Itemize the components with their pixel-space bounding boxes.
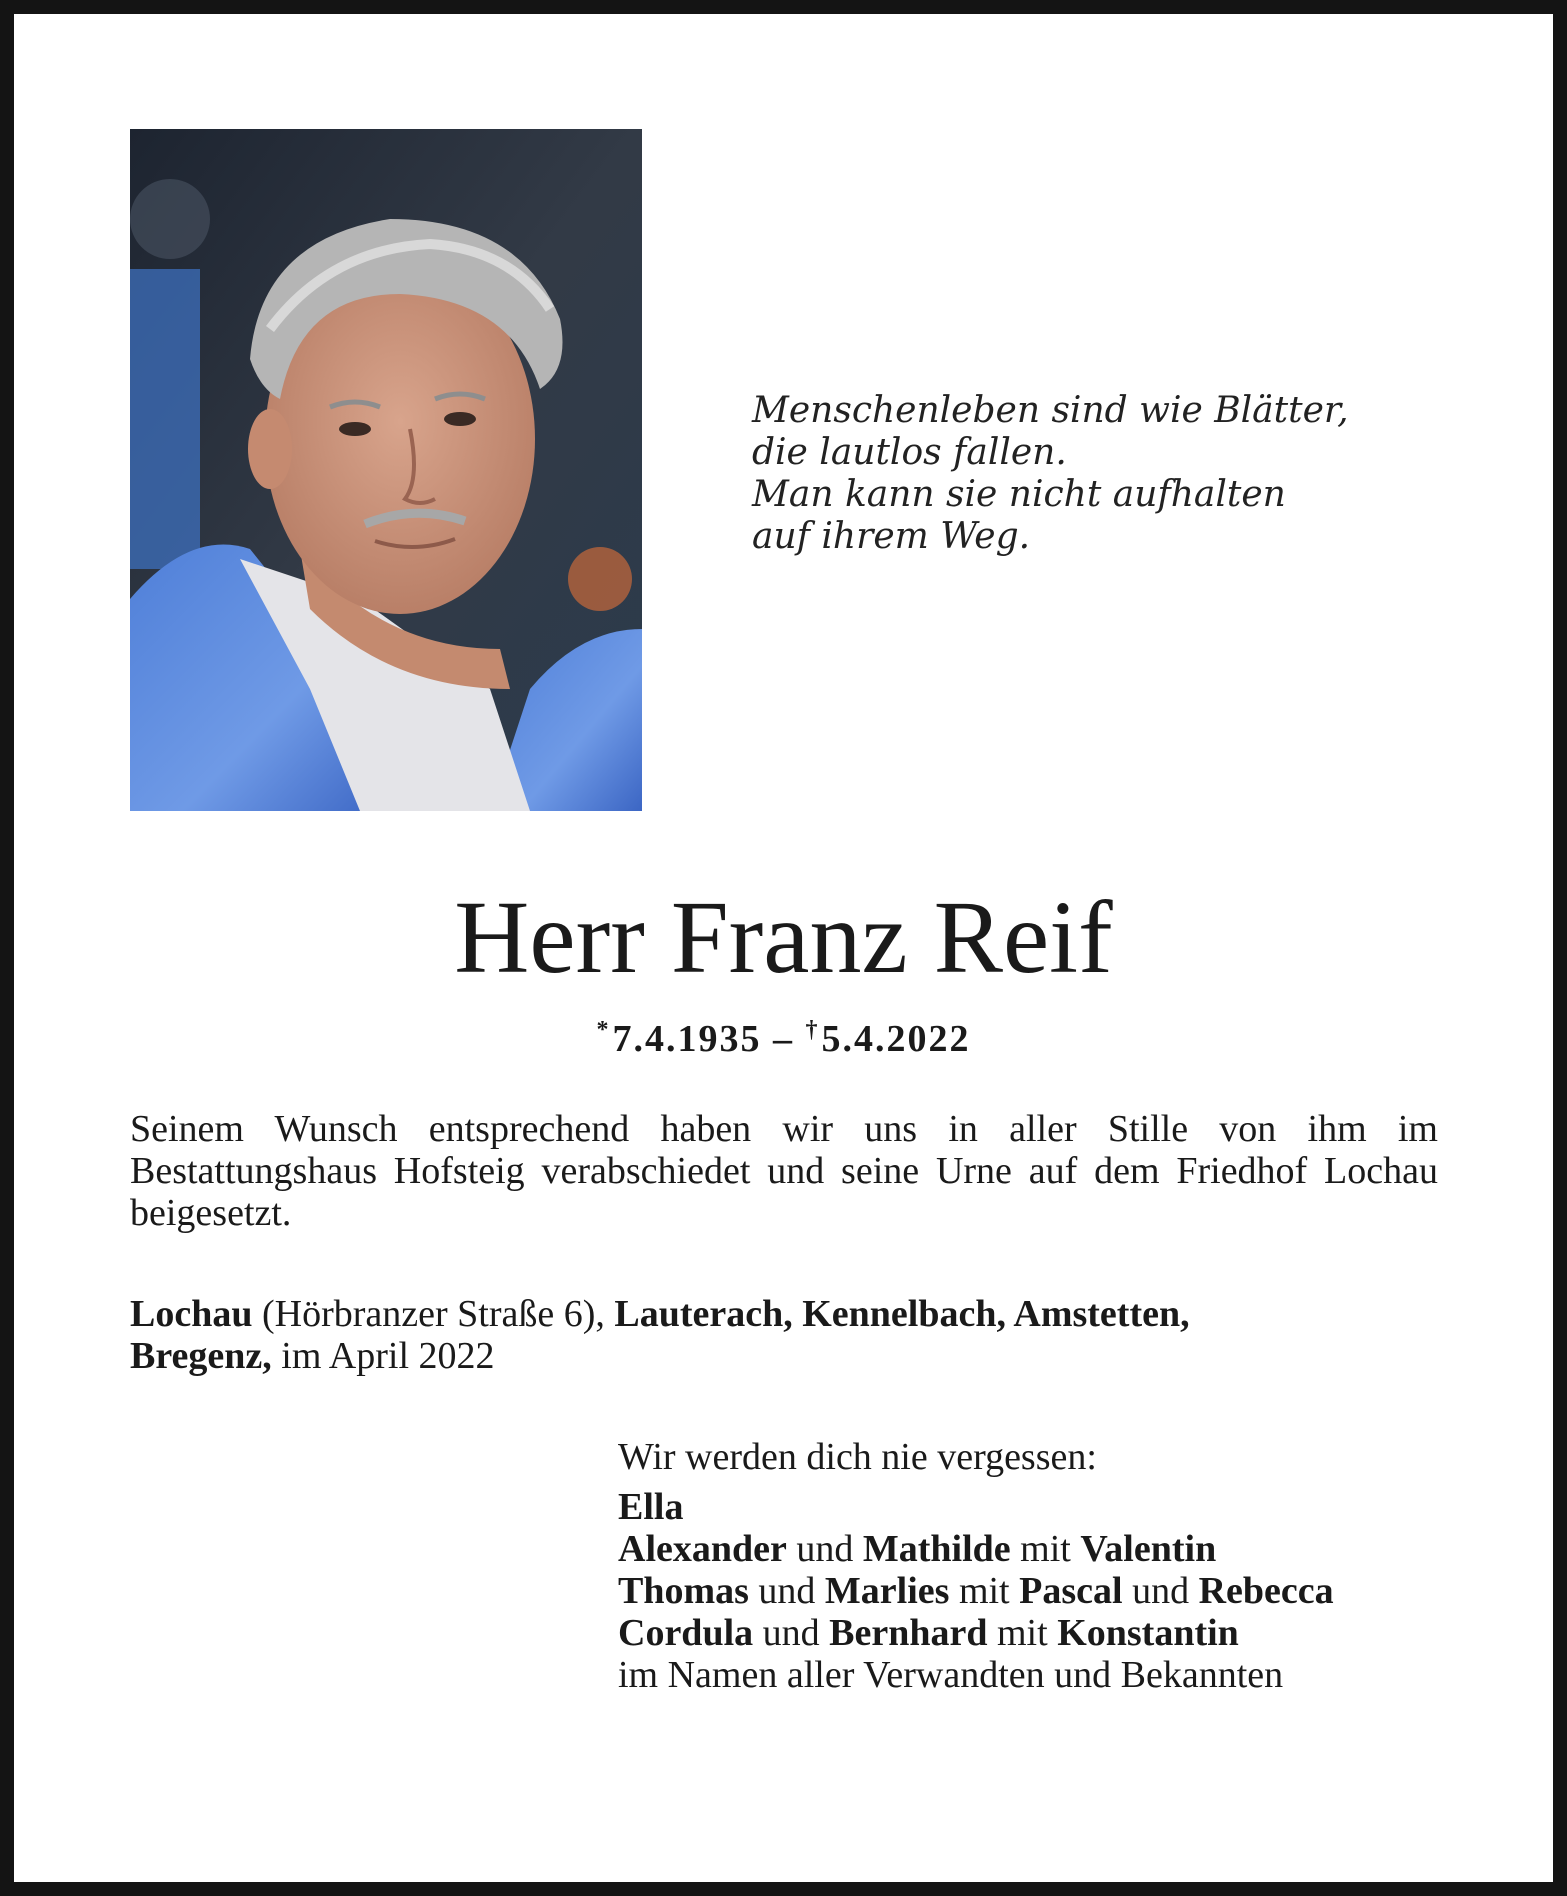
life-dates	[0, 1006, 1567, 1063]
mourner-name: Alexander	[618, 1528, 787, 1570]
mourner-name: Konstantin	[1057, 1612, 1239, 1654]
announcement-text: Seinem Wunsch entsprechend haben wir uns in aller Stille von ihm im Bestattungshaus Hofsteig verabschiedet und seine Urne auf dem Friedhof Lochau beigesetzt.	[130, 1108, 1438, 1234]
poem-line: Man kann sie nicht aufhalten	[752, 474, 1286, 515]
mourner-name: Rebecca	[1198, 1570, 1334, 1612]
place-lochau: Lochau	[130, 1293, 253, 1335]
joiner: und	[748, 1570, 825, 1612]
joiner: und	[753, 1612, 830, 1654]
joiner: mit	[949, 1570, 1020, 1612]
place-bregenz: Bregenz,	[130, 1335, 272, 1377]
address: (Hörbranzer Straße 6),	[252, 1293, 615, 1335]
birth-date: 7.4.1935	[612, 1018, 762, 1060]
mourner-line	[618, 1528, 1478, 1570]
mourners-intro: Wir werden dich nie vergessen:	[618, 1436, 1097, 1478]
mourner-line	[618, 1570, 1478, 1612]
mourner-name: Ella	[618, 1486, 684, 1528]
mourner-line	[618, 1612, 1478, 1654]
poem-line: die lautlos fallen.	[752, 432, 1067, 473]
joiner: und	[1122, 1570, 1199, 1612]
places-list: Lauterach, Kennelbach, Amstetten,	[614, 1293, 1190, 1335]
mourners-block	[618, 1436, 1478, 1696]
joiner: mit	[987, 1612, 1058, 1654]
portrait-photo	[130, 129, 642, 811]
mourner-name: Cordula	[618, 1612, 754, 1654]
mourner-name: Bernhard	[829, 1612, 988, 1654]
mourner-name: Mathilde	[862, 1528, 1011, 1570]
deceased-name: Herr Franz Reif	[454, 880, 1113, 995]
poem-verse	[752, 390, 1452, 558]
poem-line: Menschenleben sind wie Blätter,	[752, 390, 1349, 431]
poem-line: auf ihrem Weg.	[752, 516, 1031, 557]
mourner-name: Thomas	[618, 1570, 749, 1612]
date-separator: –	[761, 1018, 806, 1060]
joiner: und	[786, 1528, 863, 1570]
death-date: 5.4.2022	[821, 1018, 971, 1060]
places-and-date	[130, 1293, 1450, 1377]
joiner: mit	[1010, 1528, 1081, 1570]
portrait-image	[130, 129, 642, 811]
mourner-name: Marlies	[824, 1570, 950, 1612]
mourner-name: Pascal	[1019, 1570, 1123, 1612]
closing-line: im Namen aller Verwandten und Bekannten	[618, 1654, 1284, 1696]
mourner-line	[618, 1486, 1478, 1528]
month-year: im April 2022	[271, 1335, 495, 1377]
death-mark: †	[805, 1017, 820, 1043]
birth-mark: *	[596, 1017, 611, 1043]
mourner-name: Valentin	[1080, 1528, 1217, 1570]
